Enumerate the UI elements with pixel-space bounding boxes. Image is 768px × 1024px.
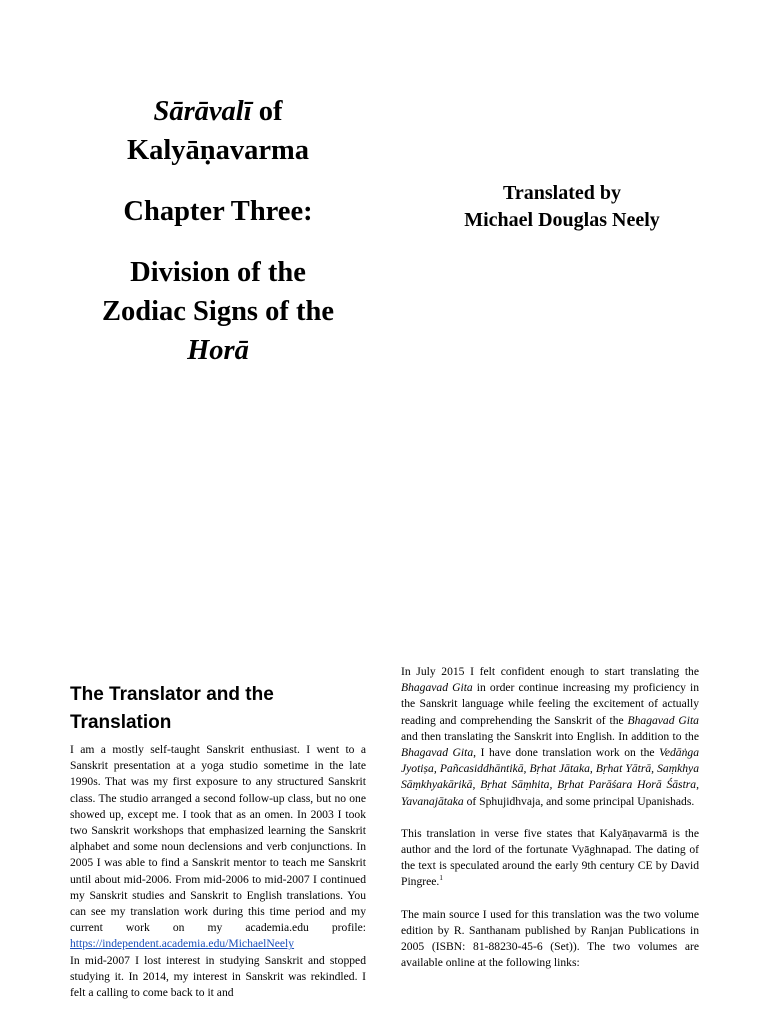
translated-by-label: Translated by — [503, 182, 621, 204]
footnote-marker[interactable]: 1 — [439, 874, 443, 883]
translator-name: Michael Douglas Neely — [464, 209, 660, 231]
p1-text-c: and then translating the Sanskrit into English. In addition to the — [401, 729, 699, 743]
section-heading-line-1: The Translator and the — [70, 684, 274, 705]
work-name: Sārāvalī — [153, 96, 252, 127]
p2-text: This translation in verse five states that Kalyāṇavarmā is the author and the lord of the fortunate Vyāghnapad. The dating of the text is speculated around the early 9th century CE by David Pingree. — [401, 826, 699, 889]
p1-bhagavad-gita-3: Bhagavad Gita — [401, 746, 474, 760]
p1-text-e: of Sphujidhvaja, and some principal Upanishads. — [463, 794, 695, 808]
of-word: of — [258, 96, 283, 127]
academia-profile-link[interactable]: https://independent.academia.edu/MichaelNeely — [70, 937, 295, 951]
chapter-title: Chapter Three: — [123, 196, 313, 227]
subtitle-line-2: Zodiac Signs of the — [102, 296, 334, 327]
p1-text-d: , I have done translation work on the — [473, 746, 660, 760]
right-paragraph-3: The main source I used for this translation was the two volume edition by R. Santhanam published by Ranjan Publications in 2005 (ISBN: 81-88230-45-6 (Set)). The two volumes are available online at the following links: — [401, 907, 699, 970]
author-name: Kalyāṇavarma — [126, 135, 310, 166]
subtitle-line-1: Division of the — [130, 257, 306, 288]
p1-bhagavad-gita-2: Bhagavad Gita — [627, 713, 699, 727]
translator-block — [412, 180, 712, 234]
left-paragraph-1-text: I am a mostly self-taught Sanskrit enthusiast. I went to a Sanskrit presentation at a yoga studio sometime in the late 1990s. That was my first exposure to any structured Sanskrit class. The studio arranged a second follow-up class, but no one showed up, except me. I took that as an omen. In 2003 I took two Sanskrit workshops that emphasized learning the Sanskrit alphabet and some noun declensions and verb conjunctions. In 2005 I was able to find a Sanskrit mentor to teach me Sanskrit until about mid-2006. From mid-2006 to mid-2007 I continued my Sanskrit studies and Sanskrit to English translations. You can see my translation work during this time period and my current work on my academia.edu profile: — [70, 743, 366, 935]
p1-text-a: In July 2015 I felt confident enough to start translating the — [401, 665, 699, 678]
p1-text-b: in order continue increasing my proficiency in the Sanskrit language while feeling the excitement of actually reading and comprehending the Sanskrit of the — [401, 681, 699, 727]
section-heading — [70, 681, 370, 737]
left-column — [70, 742, 366, 1001]
title-work-line — [60, 92, 376, 131]
subtitle-line-3: Horā — [187, 335, 249, 366]
right-paragraph-2 — [401, 826, 699, 891]
p1-works-list: Vedāṅga Jyotiṣa, Pañcasiddhāntikā, Bṛhat Jātaka, Bṛhat Yātrā, Saṃkhya Sāṃkhyakārikā, Bṛhat Sāṃhita, Bṛhat Parāśara Horā Śāstra, Yavanajātaka — [401, 746, 699, 808]
title-block — [60, 92, 376, 370]
left-paragraph-1 — [70, 742, 366, 953]
left-paragraph-2: In mid-2007 I lost interest in studying Sanskrit and stopped studying it. In 2014, my interest in Sanskrit was rekindled. I felt a calling to come back to it and — [70, 953, 366, 1000]
right-column — [401, 664, 699, 971]
p1-bhagavad-gita-1: Bhagavad Gita — [401, 681, 473, 695]
right-paragraph-1 — [401, 664, 699, 810]
section-heading-line-2: Translation — [70, 712, 172, 733]
